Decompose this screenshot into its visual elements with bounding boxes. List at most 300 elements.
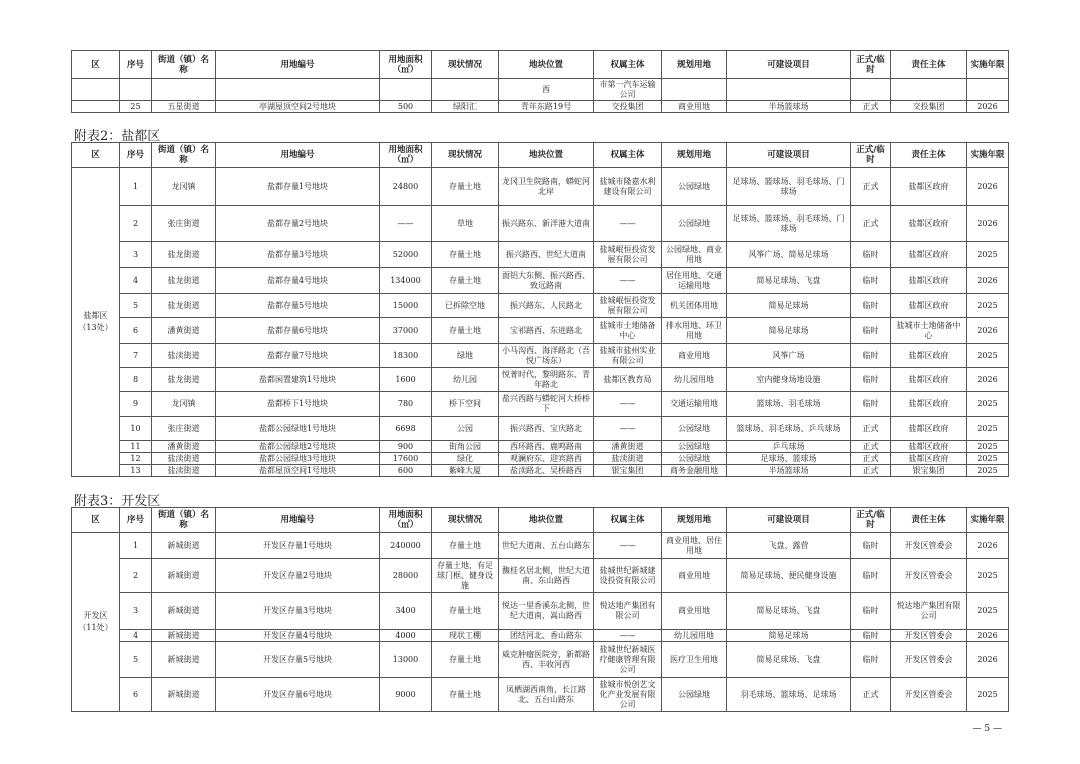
cell-formal-temporary: 正式 xyxy=(851,417,891,441)
cell-land-area: 18300 xyxy=(380,344,432,368)
cell-land-area: 900 xyxy=(380,441,432,453)
cell-street: 盐龙街道 xyxy=(152,294,216,318)
cell-formal-temporary: 临时 xyxy=(851,630,891,642)
column-header: 实施年限 xyxy=(967,143,1009,168)
table-kaifaqu xyxy=(71,507,1009,712)
cell-owner: 盐城市悦创艺文化产业发展有限公司 xyxy=(594,678,662,712)
cell-planned-use: 商业用地 xyxy=(662,344,727,368)
cell-year: 2026 xyxy=(967,318,1009,344)
cell-land-code: 开发区存量6号地块 xyxy=(216,678,380,712)
cell-location: 威克肿瘤医院旁，新都路西、丰收河西 xyxy=(499,642,594,678)
cell-responsible-party: 盐城市土地储备中心 xyxy=(891,318,967,344)
cell-owner: 盐城岷恒投资发展有限公司 xyxy=(594,242,662,268)
table-row xyxy=(72,417,1009,441)
cell-planned-use: 商业用地 xyxy=(662,101,727,113)
cell-current-status: 存量土地 xyxy=(432,268,499,294)
cell-year: 2025 xyxy=(967,453,1009,465)
cell-street: 张庄街道 xyxy=(152,417,216,441)
column-header: 街道（镇）名称 xyxy=(152,143,216,168)
cell-year: 2025 xyxy=(967,678,1009,712)
cell-year xyxy=(967,79,1009,101)
cell-street: 盐渎街道 xyxy=(152,465,216,477)
cell-formal-temporary: 正式 xyxy=(851,168,891,206)
cell-land-code: 盐都存量1号地块 xyxy=(216,168,380,206)
table-row xyxy=(72,318,1009,344)
cell-current-status: 紫峰大厦 xyxy=(432,465,499,477)
column-header: 可建设项目 xyxy=(727,508,851,533)
cell-owner: 潘黄街道 xyxy=(594,441,662,453)
cell-land-area: 52000 xyxy=(380,242,432,268)
cell-year: 2025 xyxy=(967,294,1009,318)
cell-year: 2026 xyxy=(967,630,1009,642)
cell-project: 足球场、篮球场 xyxy=(727,453,851,465)
table-row xyxy=(72,79,1009,101)
cell-land-code: 开发区存量1号地块 xyxy=(216,533,380,559)
column-header: 规划用地 xyxy=(662,51,727,79)
cell-land-area: 6698 xyxy=(380,417,432,441)
cell-year: 2026 xyxy=(967,168,1009,206)
cell-land-area: 15000 xyxy=(380,294,432,318)
cell-location: 凤栖湖西南角，长江路北、五台山路东 xyxy=(499,678,594,712)
cell-formal-temporary: 临时 xyxy=(851,242,891,268)
cell-row-number: 8 xyxy=(120,368,152,392)
cell-formal-temporary: 正式 xyxy=(851,453,891,465)
cell-location: 悦达一里香溪东北侧，世纪大道南，嵩山路西 xyxy=(499,593,594,630)
cell-current-status: 存量土地 xyxy=(432,242,499,268)
cell-owner: 盐都区教育局 xyxy=(594,368,662,392)
cell-planned-use: 公园绿地 xyxy=(662,453,727,465)
cell-current-status: 存量土地 xyxy=(432,678,499,712)
table-row xyxy=(72,242,1009,268)
cell-current-status: 幼儿园 xyxy=(432,368,499,392)
cell-land-code: 亭湖屋顶空间2号地块 xyxy=(216,101,380,113)
column-header: 序号 xyxy=(120,143,152,168)
column-header: 权属主体 xyxy=(594,143,662,168)
table-row xyxy=(72,392,1009,417)
cell-project: 简易足球场、飞盘 xyxy=(727,593,851,630)
cell-formal-temporary: 临时 xyxy=(851,368,891,392)
cell-project: 室内健身场地设施 xyxy=(727,368,851,392)
cell-responsible-party: 开发区管委会 xyxy=(891,533,967,559)
cell-responsible-party: 盐都区政府 xyxy=(891,206,967,242)
cell-land-area: 500 xyxy=(380,101,432,113)
cell-location: 馥桂名居北侧，世纪大道南、东山路西 xyxy=(499,559,594,593)
cell-street: 盐龙街道 xyxy=(152,242,216,268)
cell-location: 团结河北、香山路东 xyxy=(499,630,594,642)
cell-row-number: 6 xyxy=(120,318,152,344)
cell-row-number: 5 xyxy=(120,642,152,678)
cell-land-code: 盐都存量4号地块 xyxy=(216,268,380,294)
column-header: 可建设项目 xyxy=(727,143,851,168)
cell-responsible-party: 盐都区政府 xyxy=(891,441,967,453)
cell-location: 观澜府东、迎宾路西 xyxy=(499,453,594,465)
cell-planned-use: 商务金融用地 xyxy=(662,465,727,477)
cell-formal-temporary: 正式 xyxy=(851,441,891,453)
cell-project xyxy=(727,79,851,101)
cell-owner: 盐城市土地储备中心 xyxy=(594,318,662,344)
table-row xyxy=(72,294,1009,318)
cell-owner: 市第一汽车运输公司 xyxy=(594,79,662,101)
cell-year: 2025 xyxy=(967,392,1009,417)
cell-planned-use: 机关团体用地 xyxy=(662,294,727,318)
column-header: 地块位置 xyxy=(499,143,594,168)
cell-current-status: 草地 xyxy=(432,206,499,242)
cell-owner: 盐城岷恒投资发展有限公司 xyxy=(594,294,662,318)
table-row xyxy=(72,441,1009,453)
cell-land-area: 28000 xyxy=(380,559,432,593)
cell-project: 简易足球场、飞盘 xyxy=(727,268,851,294)
cell-current-status: 存量土地 xyxy=(432,318,499,344)
cell-owner: 交投集团 xyxy=(594,101,662,113)
table-header-row xyxy=(72,143,1009,168)
cell-land-area: 37000 xyxy=(380,318,432,344)
table-row xyxy=(72,630,1009,642)
district-cell: 开发区 （11处） xyxy=(72,533,120,712)
cell-project: 篮球场、羽毛球场、乒乓球场 xyxy=(727,417,851,441)
cell-owner: —— xyxy=(594,417,662,441)
column-header: 规划用地 xyxy=(662,508,727,533)
cell-project: 风筝广场 xyxy=(727,344,851,368)
cell-planned-use xyxy=(662,79,727,101)
page-number: — 5 — xyxy=(972,724,1002,734)
cell-land-code: 盐都存量3号地块 xyxy=(216,242,380,268)
column-header: 权属主体 xyxy=(594,51,662,79)
cell-formal-temporary: 正式 xyxy=(851,678,891,712)
column-header: 正式/临时 xyxy=(851,508,891,533)
cell-street: 盐渎街道 xyxy=(152,453,216,465)
cell-year: 2025 xyxy=(967,441,1009,453)
cell-location: 西 xyxy=(499,79,594,101)
table-header-row xyxy=(72,508,1009,533)
column-header: 现状情况 xyxy=(432,143,499,168)
cell-row-number: 5 xyxy=(120,294,152,318)
cell-year: 2026 xyxy=(967,642,1009,678)
cell-project: 简易足球场、飞盘 xyxy=(727,642,851,678)
column-header: 街道（镇）名称 xyxy=(152,508,216,533)
column-header: 现状情况 xyxy=(432,51,499,79)
cell-formal-temporary: 临时 xyxy=(851,642,891,678)
cell-current-status: 存量土地，有足球门框、健身设施 xyxy=(432,559,499,593)
cell-responsible-party: 盐都区政府 xyxy=(891,344,967,368)
cell-street: 盐龙街道 xyxy=(152,368,216,392)
cell-street: 盐龙街道 xyxy=(152,268,216,294)
cell-location: 面铝大东侧、振兴路西、致远路南 xyxy=(499,268,594,294)
table-yandu xyxy=(71,142,1009,477)
cell-land-code xyxy=(216,79,380,101)
cell-formal-temporary: 正式 xyxy=(851,465,891,477)
cell-planned-use: 交通运输用地 xyxy=(662,392,727,417)
column-header: 正式/临时 xyxy=(851,51,891,79)
cell-project: 足球场、篮球场、羽毛球场、门球场 xyxy=(727,206,851,242)
cell-planned-use: 公园绿地 xyxy=(662,678,727,712)
cell-street: 龙冈镇 xyxy=(152,392,216,417)
cell-land-code: 盐都存量2号地块 xyxy=(216,206,380,242)
cell-planned-use: 排水用地、环卫用地 xyxy=(662,318,727,344)
cell-planned-use: 幼儿园用地 xyxy=(662,630,727,642)
cell-location: 青年东路19号 xyxy=(499,101,594,113)
cell-owner: —— xyxy=(594,630,662,642)
cell-formal-temporary: 正式 xyxy=(851,101,891,113)
cell-row-number: 4 xyxy=(120,630,152,642)
cell-current-status: 存量土地 xyxy=(432,593,499,630)
cell-responsible-party: 盐都区政府 xyxy=(891,268,967,294)
cell-current-status: 现状工棚 xyxy=(432,630,499,642)
cell-owner: 盐城世纪新城医疗健康管理有限公司 xyxy=(594,642,662,678)
cell-formal-temporary xyxy=(851,79,891,101)
cell-planned-use: 幼儿园用地 xyxy=(662,368,727,392)
cell-project: 乒乓球场 xyxy=(727,441,851,453)
cell-formal-temporary: 临时 xyxy=(851,294,891,318)
cell-current-status: 街角公园 xyxy=(432,441,499,453)
cell-street: 潘黄街道 xyxy=(152,318,216,344)
cell-row-number: 9 xyxy=(120,392,152,417)
column-header: 权属主体 xyxy=(594,508,662,533)
cell-row-number: 3 xyxy=(120,593,152,630)
column-header: 责任主体 xyxy=(891,508,967,533)
cell-formal-temporary: 临时 xyxy=(851,593,891,630)
cell-formal-temporary: 临时 xyxy=(851,268,891,294)
cell-land-code: 盐都公园绿地2号地块 xyxy=(216,441,380,453)
cell-street xyxy=(152,79,216,101)
cell-land-code: 盐都存量5号地块 xyxy=(216,294,380,318)
cell-planned-use: 公园绿地 xyxy=(662,417,727,441)
cell-land-code: 盐都屋顶空间1号地块 xyxy=(216,465,380,477)
cell-project: 简易足球场、便民健身设施 xyxy=(727,559,851,593)
cell-responsible-party: 盐都区政府 xyxy=(891,417,967,441)
column-header: 实施年限 xyxy=(967,508,1009,533)
cell-street: 新城街道 xyxy=(152,533,216,559)
table-row xyxy=(72,206,1009,242)
cell-planned-use: 医疗卫生用地 xyxy=(662,642,727,678)
cell-street: 新城街道 xyxy=(152,593,216,630)
cell-row-number: 7 xyxy=(120,344,152,368)
column-header: 用地编号 xyxy=(216,51,380,79)
cell-year: 2026 xyxy=(967,368,1009,392)
cell-street: 新城街道 xyxy=(152,559,216,593)
cell-row-number: 25 xyxy=(120,101,152,113)
cell-owner: —— xyxy=(594,392,662,417)
cell-current-status: 已拆除空地 xyxy=(432,294,499,318)
cell-year: 2025 xyxy=(967,417,1009,441)
cell-formal-temporary: 临时 xyxy=(851,533,891,559)
cell-land-area: 24800 xyxy=(380,168,432,206)
cell-planned-use: 商业用地 xyxy=(662,593,727,630)
cell-responsible-party: 开发区管委会 xyxy=(891,630,967,642)
table-row xyxy=(72,465,1009,477)
cell-location: 振兴路西、宝庆路北 xyxy=(499,417,594,441)
table-header-row xyxy=(72,51,1009,79)
cell-current-status: 存量土地 xyxy=(432,168,499,206)
cell-current-status: 公园 xyxy=(432,417,499,441)
column-header: 责任主体 xyxy=(891,51,967,79)
cell-planned-use: 商业用地 xyxy=(662,559,727,593)
table-row xyxy=(72,678,1009,712)
cell-project: 篮球场、羽毛球场 xyxy=(727,392,851,417)
cell-row-number: 2 xyxy=(120,559,152,593)
cell-project: 飞盘、露营 xyxy=(727,533,851,559)
table-row xyxy=(72,344,1009,368)
table-row xyxy=(72,101,1009,113)
cell-responsible-party: 银宝集团 xyxy=(891,465,967,477)
table-continued xyxy=(71,50,1009,113)
cell-row-number: 4 xyxy=(120,268,152,294)
cell-owner: 盐城市隆嘉水利建设有限公司 xyxy=(594,168,662,206)
table-row xyxy=(72,593,1009,630)
cell-location: 悦菁时代，黎明路东、青年路北 xyxy=(499,368,594,392)
cell-planned-use: 公园绿地 xyxy=(662,168,727,206)
column-header: 区 xyxy=(72,508,120,533)
table-row xyxy=(72,559,1009,593)
cell-project: 简易足球场 xyxy=(727,318,851,344)
cell-owner: 盐城世纪新城建设投资有限公司 xyxy=(594,559,662,593)
cell-location: 世纪大道南、五台山路东 xyxy=(499,533,594,559)
cell-land-area: —— xyxy=(380,206,432,242)
cell-land-code: 盐都公园绿地1号地块 xyxy=(216,417,380,441)
cell-street: 新城街道 xyxy=(152,642,216,678)
cell-land-code: 开发区存量5号地块 xyxy=(216,642,380,678)
cell-row-number xyxy=(120,79,152,101)
cell-land-code: 盐都桥下1号地块 xyxy=(216,392,380,417)
column-header: 用地面积（㎡） xyxy=(380,143,432,168)
cell-responsible-party: 交投集团 xyxy=(891,101,967,113)
cell-location: 盐兴西路与蟒蛇河大桥桥下 xyxy=(499,392,594,417)
cell-owner: —— xyxy=(594,533,662,559)
cell-current-status: 桥下空间 xyxy=(432,392,499,417)
cell-street: 盐渎街道 xyxy=(152,344,216,368)
cell-street: 龙冈镇 xyxy=(152,168,216,206)
cell-formal-temporary: 临时 xyxy=(851,344,891,368)
cell-land-code: 开发区存量3号地块 xyxy=(216,593,380,630)
cell-responsible-party xyxy=(891,79,967,101)
cell-responsible-party: 盐都区政府 xyxy=(891,242,967,268)
cell-row-number: 3 xyxy=(120,242,152,268)
cell-responsible-party: 盐都区政府 xyxy=(891,294,967,318)
cell-owner: 悦达地产集团有限公司 xyxy=(594,593,662,630)
cell-land-area: 600 xyxy=(380,465,432,477)
cell-owner: 盐城市盐州实业有限公司 xyxy=(594,344,662,368)
cell-owner: —— xyxy=(594,206,662,242)
cell-year: 2026 xyxy=(967,206,1009,242)
cell-year: 2026 xyxy=(967,101,1009,113)
cell-land-code: 盐都公园绿地3号地块 xyxy=(216,453,380,465)
cell-formal-temporary: 临时 xyxy=(851,392,891,417)
column-header: 责任主体 xyxy=(891,143,967,168)
cell-project: 半场篮球场 xyxy=(727,101,851,113)
cell-land-code: 盐都闲置建筑1号地块 xyxy=(216,368,380,392)
cell-row-number: 6 xyxy=(120,678,152,712)
cell-current-status: 存量土地 xyxy=(432,533,499,559)
cell-current-status xyxy=(432,79,499,101)
table-row xyxy=(72,368,1009,392)
cell-location: 振兴路东、新洋港大道南 xyxy=(499,206,594,242)
table-row xyxy=(72,533,1009,559)
section-caption-kaifaqu: 附表3：开发区 xyxy=(74,494,161,509)
column-header: 序号 xyxy=(120,51,152,79)
district-cell xyxy=(72,101,120,113)
cell-project: 简易足球场 xyxy=(727,630,851,642)
cell-owner: 盐渎街道 xyxy=(594,453,662,465)
cell-responsible-party: 开发区管委会 xyxy=(891,678,967,712)
cell-responsible-party: 盐都区政府 xyxy=(891,168,967,206)
cell-project: 风筝广场、简易足球场 xyxy=(727,242,851,268)
table-row xyxy=(72,168,1009,206)
cell-land-area: 17600 xyxy=(380,453,432,465)
column-header: 现状情况 xyxy=(432,508,499,533)
cell-row-number: 1 xyxy=(120,533,152,559)
cell-owner: —— xyxy=(594,268,662,294)
cell-land-code: 盐都存量7号地块 xyxy=(216,344,380,368)
cell-land-area: 13000 xyxy=(380,642,432,678)
cell-land-area: 3400 xyxy=(380,593,432,630)
cell-current-status: 绿阳汇 xyxy=(432,101,499,113)
cell-year: 2026 xyxy=(967,533,1009,559)
column-header: 用地编号 xyxy=(216,143,380,168)
cell-responsible-party: 盐都区政府 xyxy=(891,453,967,465)
cell-location: 振兴路西、世纪大道南 xyxy=(499,242,594,268)
cell-land-area: 4000 xyxy=(380,630,432,642)
cell-land-code: 开发区存量2号地块 xyxy=(216,559,380,593)
section-caption-yandu: 附表2：盐都区 xyxy=(74,129,161,144)
cell-planned-use: 公园绿地 xyxy=(662,206,727,242)
district-cell xyxy=(72,79,120,101)
cell-location: 龙冈卫生院路南，蟒蛇河北岸 xyxy=(499,168,594,206)
cell-formal-temporary: 临时 xyxy=(851,318,891,344)
cell-land-area: 240000 xyxy=(380,533,432,559)
cell-row-number: 11 xyxy=(120,441,152,453)
cell-planned-use: 公园绿地 xyxy=(662,441,727,453)
cell-project: 半场篮球场 xyxy=(727,465,851,477)
cell-location: 盐渎路北、吴桥路西 xyxy=(499,465,594,477)
column-header: 地块位置 xyxy=(499,508,594,533)
cell-location: 小马沟西、海洋路北（吾悦广场东） xyxy=(499,344,594,368)
cell-location: 振兴路东、人民路北 xyxy=(499,294,594,318)
cell-responsible-party: 盐都区政府 xyxy=(891,392,967,417)
cell-formal-temporary: 临时 xyxy=(851,559,891,593)
column-header: 用地编号 xyxy=(216,508,380,533)
cell-formal-temporary: 正式 xyxy=(851,206,891,242)
table-row xyxy=(72,268,1009,294)
cell-row-number: 13 xyxy=(120,465,152,477)
column-header: 街道（镇）名称 xyxy=(152,51,216,79)
cell-current-status: 存量土地 xyxy=(432,642,499,678)
cell-row-number: 2 xyxy=(120,206,152,242)
cell-land-area: 1600 xyxy=(380,368,432,392)
cell-planned-use: 居住用地、交通运输用地 xyxy=(662,268,727,294)
cell-responsible-party: 开发区管委会 xyxy=(891,559,967,593)
cell-street: 潘黄街道 xyxy=(152,441,216,453)
column-header: 用地面积（㎡） xyxy=(380,51,432,79)
cell-location: 西环路西、鹿鸣路南 xyxy=(499,441,594,453)
column-header: 用地面积（㎡） xyxy=(380,508,432,533)
cell-year: 2025 xyxy=(967,344,1009,368)
cell-land-code: 开发区存量4号地块 xyxy=(216,630,380,642)
cell-project: 足球场、篮球场、羽毛球场、门球场 xyxy=(727,168,851,206)
column-header: 正式/临时 xyxy=(851,143,891,168)
cell-row-number: 1 xyxy=(120,168,152,206)
cell-current-status: 绿地 xyxy=(432,344,499,368)
cell-year: 2025 xyxy=(967,242,1009,268)
cell-land-area xyxy=(380,79,432,101)
district-cell: 盐都区 （13处） xyxy=(72,168,120,477)
column-header: 规划用地 xyxy=(662,143,727,168)
cell-responsible-party: 开发区管委会 xyxy=(891,642,967,678)
cell-planned-use: 公园绿地、商业用地 xyxy=(662,242,727,268)
cell-street: 新城街道 xyxy=(152,678,216,712)
cell-year: 2025 xyxy=(967,593,1009,630)
cell-planned-use: 商业用地、居住用地 xyxy=(662,533,727,559)
cell-land-area: 9000 xyxy=(380,678,432,712)
column-header: 实施年限 xyxy=(967,51,1009,79)
